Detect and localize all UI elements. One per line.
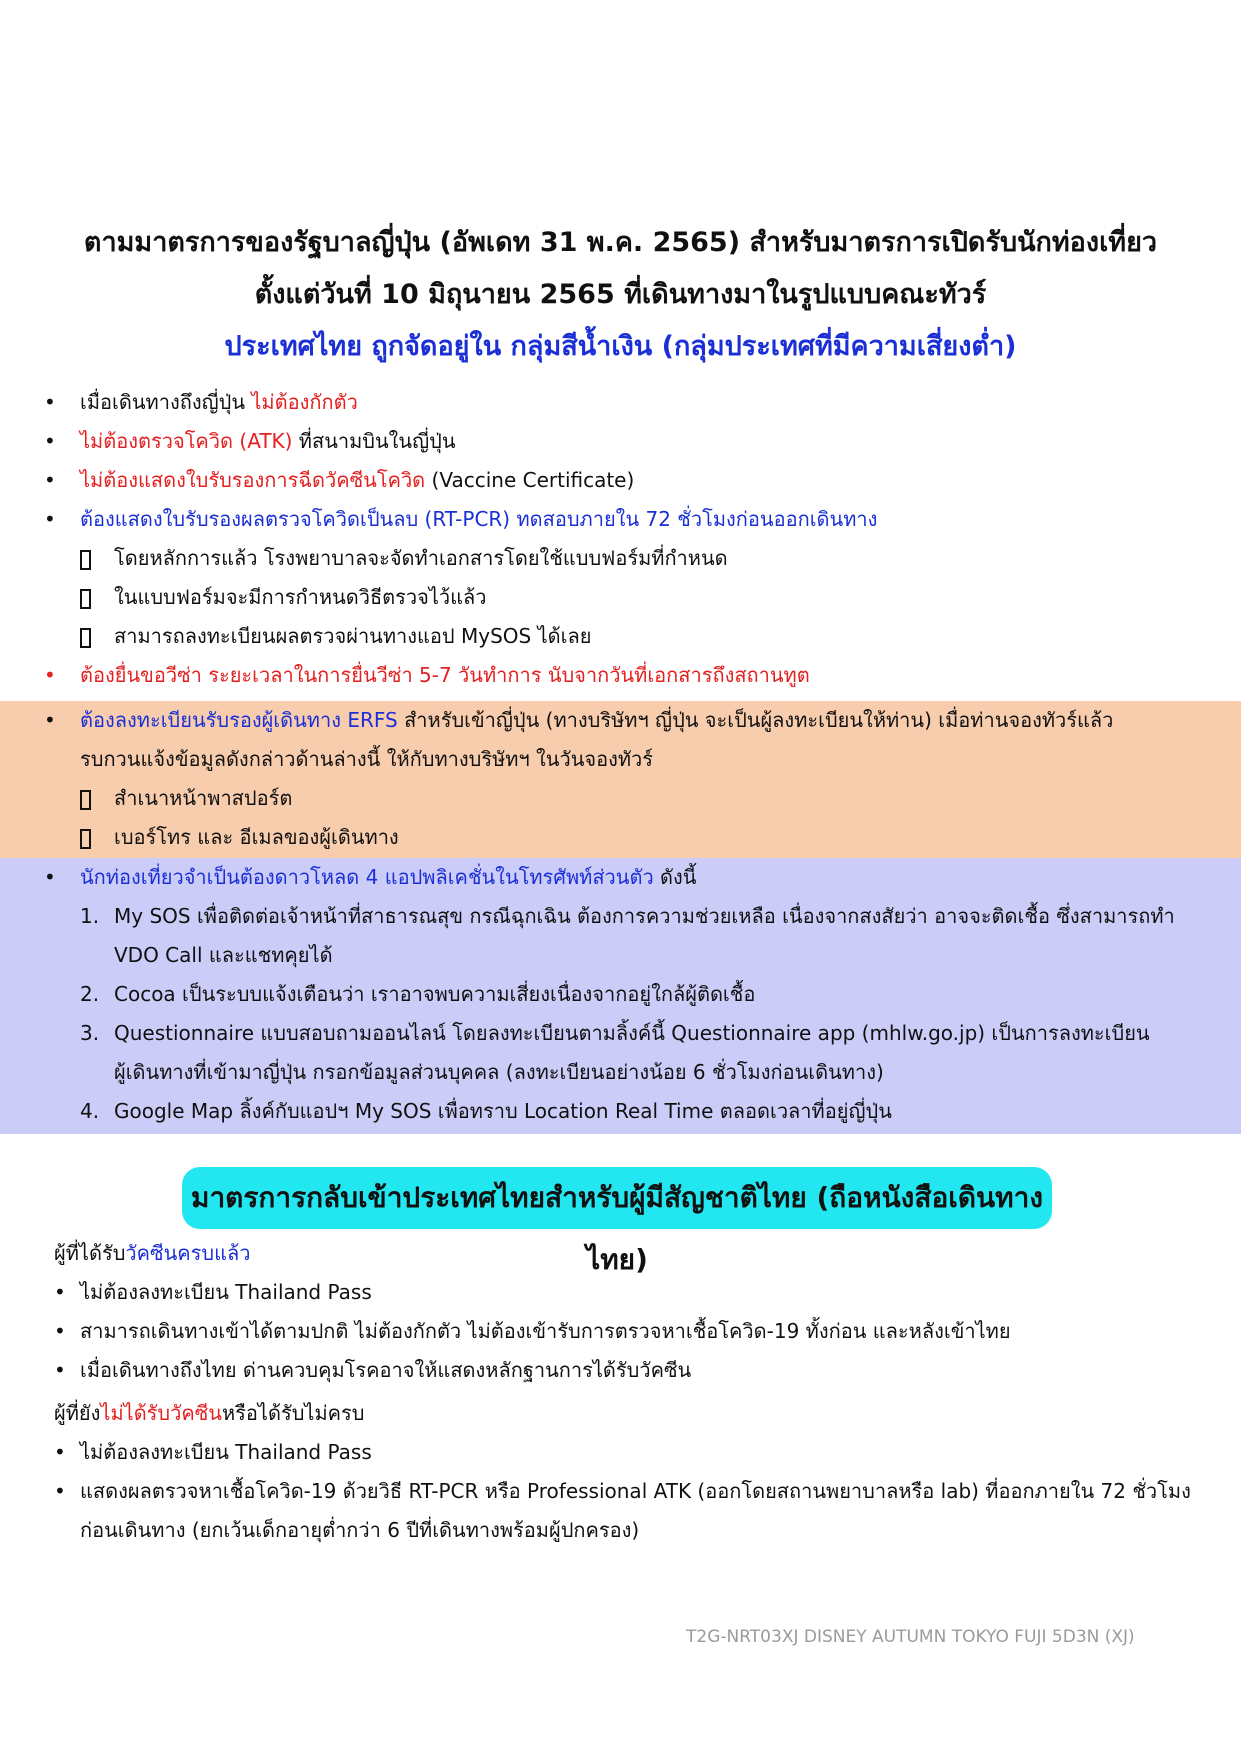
numbered-item: 3. Questionnaire แบบสอบถามออนไลน์ โดยลงทะเบียนตามลิ้งค์นี้ Questionnaire app (mhlw.go.jp) เป็นการลงทะเบียน: [80, 1021, 1150, 1045]
list-item: • ต้องลงทะเบียนรับรองผู้เดินทาง ERFS สำหรับเข้าญี่ปุ่น (ทางบริษัทฯ ญี่ปุ่น จะเป็นผู้ลงทะเบียนให้ท่าน) เมื่อท่านจองทัวร์แล้ว: [0, 701, 1241, 740]
bullet-icon: •: [54, 1319, 66, 1343]
return-section-title: มาตรการกลับเข้าประเทศไทยสำหรับผู้มีสัญชาติไทย (ถือหนังสือเดินทางไทย): [182, 1167, 1052, 1229]
bullet-icon: •: [44, 708, 56, 732]
sub-list-item: เบอร์โทร และ อีเมลของผู้เดินทาง: [0, 818, 1241, 857]
list-item: • แสดงผลตรวจหาเชื้อโควิด-19 ด้วยวิธี RT-PCR หรือ Professional ATK (ออกโดยสถานพยาบาลหรือ lab) ที่ออกภายใน 72 ชั่วโมง: [0, 1472, 1241, 1511]
list-item-continuation: ก่อนเดินทาง (ยกเว้นเด็กอายุต่ำกว่า 6 ปีที่เดินทางพร้อมผู้ปกครอง): [80, 1518, 640, 1542]
heading-line-2: ตั้งแต่วันที่ 10 มิถุนายน 2565 ที่เดินทางมาในรูปแบบคณะทัวร์: [254, 279, 987, 310]
list-item: • สามารถเดินทางเข้าได้ตามปกติ ไม่ต้องกักตัว ไม่ต้องเข้ารับการตรวจหาเชื้อโควิด-19 ทั้งก่อน และหลังเข้าไทย: [0, 1312, 1241, 1351]
bullet-icon: •: [44, 663, 56, 687]
sub-list-item: โดยหลักการแล้ว โรงพยาบาลจะจัดทำเอกสารโดยใช้แบบฟอร์มที่กำหนด: [0, 539, 1241, 578]
unvaccinated-heading: ผู้ที่ยังไม่ได้รับวัคซีนหรือได้รับไม่ครบ: [54, 1401, 365, 1425]
bullet-icon: •: [44, 429, 56, 453]
document-code-footer: T2G-NRT03XJ DISNEY AUTUMN TOKYO FUJI 5D3N (XJ): [686, 1627, 1135, 1647]
list-item: • ไม่ต้องลงทะเบียน Thailand Pass: [0, 1273, 1241, 1312]
bullet-icon: •: [44, 468, 56, 492]
heading-line-3: ประเทศไทย ถูกจัดอยู่ใน กลุ่มสีน้ำเงิน (กลุ่มประเทศที่มีความเสี่ยงต่ำ): [224, 331, 1017, 362]
bullet-icon: •: [54, 1358, 66, 1382]
numbered-item: 1. My SOS เพื่อติดต่อเจ้าหน้าที่สาธารณสุข กรณีฉุกเฉิน ต้องการความช่วยเหลือ เนื่องจากสงสัยว่า อาจจะติดเชื้อ ซึ่งสามารถทำ: [80, 904, 1175, 928]
list-item-continuation: รบกวนแจ้งข้อมูลดังกล่าวด้านล่างนี้ ให้กับทางบริษัทฯ ในวันจองทัวร์: [80, 747, 654, 771]
numbered-item: 2. Cocoa เป็นระบบแจ้งเตือนว่า เราอาจพบความเสี่ยงเนื่องจากอยู่ใกล้ผู้ติดเชื้อ: [80, 982, 756, 1006]
bullet-icon: •: [54, 1479, 66, 1503]
square-bullet-icon: [80, 550, 91, 570]
bullet-icon: •: [54, 1440, 66, 1464]
list-item: • ต้องยื่นขอวีซ่า ระยะเวลาในการยื่นวีซ่า 5-7 วันทำการ นับจากวันที่เอกสารถึงสถานทูต: [0, 656, 1241, 695]
square-bullet-icon: [80, 829, 91, 849]
numbered-item-continuation: ผู้เดินทางที่เข้ามาญี่ปุ่น กรอกข้อมูลส่วนบุคคล (ลงทะเบียนอย่างน้อย 6 ชั่วโมงก่อนเดินทาง): [114, 1060, 884, 1084]
sub-list-item: สามารถลงทะเบียนผลตรวจผ่านทางแอป MySOS ได้เลย: [0, 617, 1241, 656]
square-bullet-icon: [80, 790, 91, 810]
list-item: • ไม่ต้องตรวจโควิด (ATK) ที่สนามบินในญี่ปุ่น: [0, 422, 1241, 461]
bullet-icon: •: [54, 1280, 66, 1304]
list-item: • นักท่องเที่ยวจำเป็นต้องดาวโหลด 4 แอปพลิเคชั่นในโทรศัพท์ส่วนตัว ดังนี้: [0, 858, 1241, 897]
vaccinated-heading: ผู้ที่ได้รับวัคซีนครบแล้ว: [54, 1241, 251, 1265]
sub-list-item: สำเนาหน้าพาสปอร์ต: [0, 779, 1241, 818]
numbered-item: 4. Google Map ลิ้งค์กับแอปฯ My SOS เพื่อทราบ Location Real Time ตลอดเวลาที่อยู่ญี่ปุ่น: [80, 1099, 892, 1123]
list-item: • ไม่ต้องแสดงใบรับรองการฉีดวัคซีนโควิด (Vaccine Certificate): [0, 461, 1241, 500]
list-item: • เมื่อเดินทางถึงญี่ปุ่น ไม่ต้องกักตัว: [0, 383, 1241, 422]
bullet-icon: •: [44, 507, 56, 531]
list-item: • ไม่ต้องลงทะเบียน Thailand Pass: [0, 1433, 1241, 1472]
heading-line-1: ตามมาตรการของรัฐบาลญี่ปุ่น (อัพเดท 31 พ.ค. 2565) สำหรับมาตรการเปิดรับนักท่องเที่ยว: [83, 227, 1158, 258]
bullet-icon: •: [44, 865, 56, 889]
square-bullet-icon: [80, 589, 91, 609]
numbered-item-continuation: VDO Call และแชทคุยได้: [114, 943, 333, 967]
list-item: • เมื่อเดินทางถึงไทย ด่านควบคุมโรคอาจให้แสดงหลักฐานการได้รับวัคซีน: [0, 1351, 1241, 1390]
sub-list-item: ในแบบฟอร์มจะมีการกำหนดวิธีตรวจไว้แล้ว: [0, 578, 1241, 617]
list-item: • ต้องแสดงใบรับรองผลตรวจโควิดเป็นลบ (RT-PCR) ทดสอบภายใน 72 ชั่วโมงก่อนออกเดินทาง: [0, 500, 1241, 539]
bullet-icon: •: [44, 390, 56, 414]
square-bullet-icon: [80, 628, 91, 648]
